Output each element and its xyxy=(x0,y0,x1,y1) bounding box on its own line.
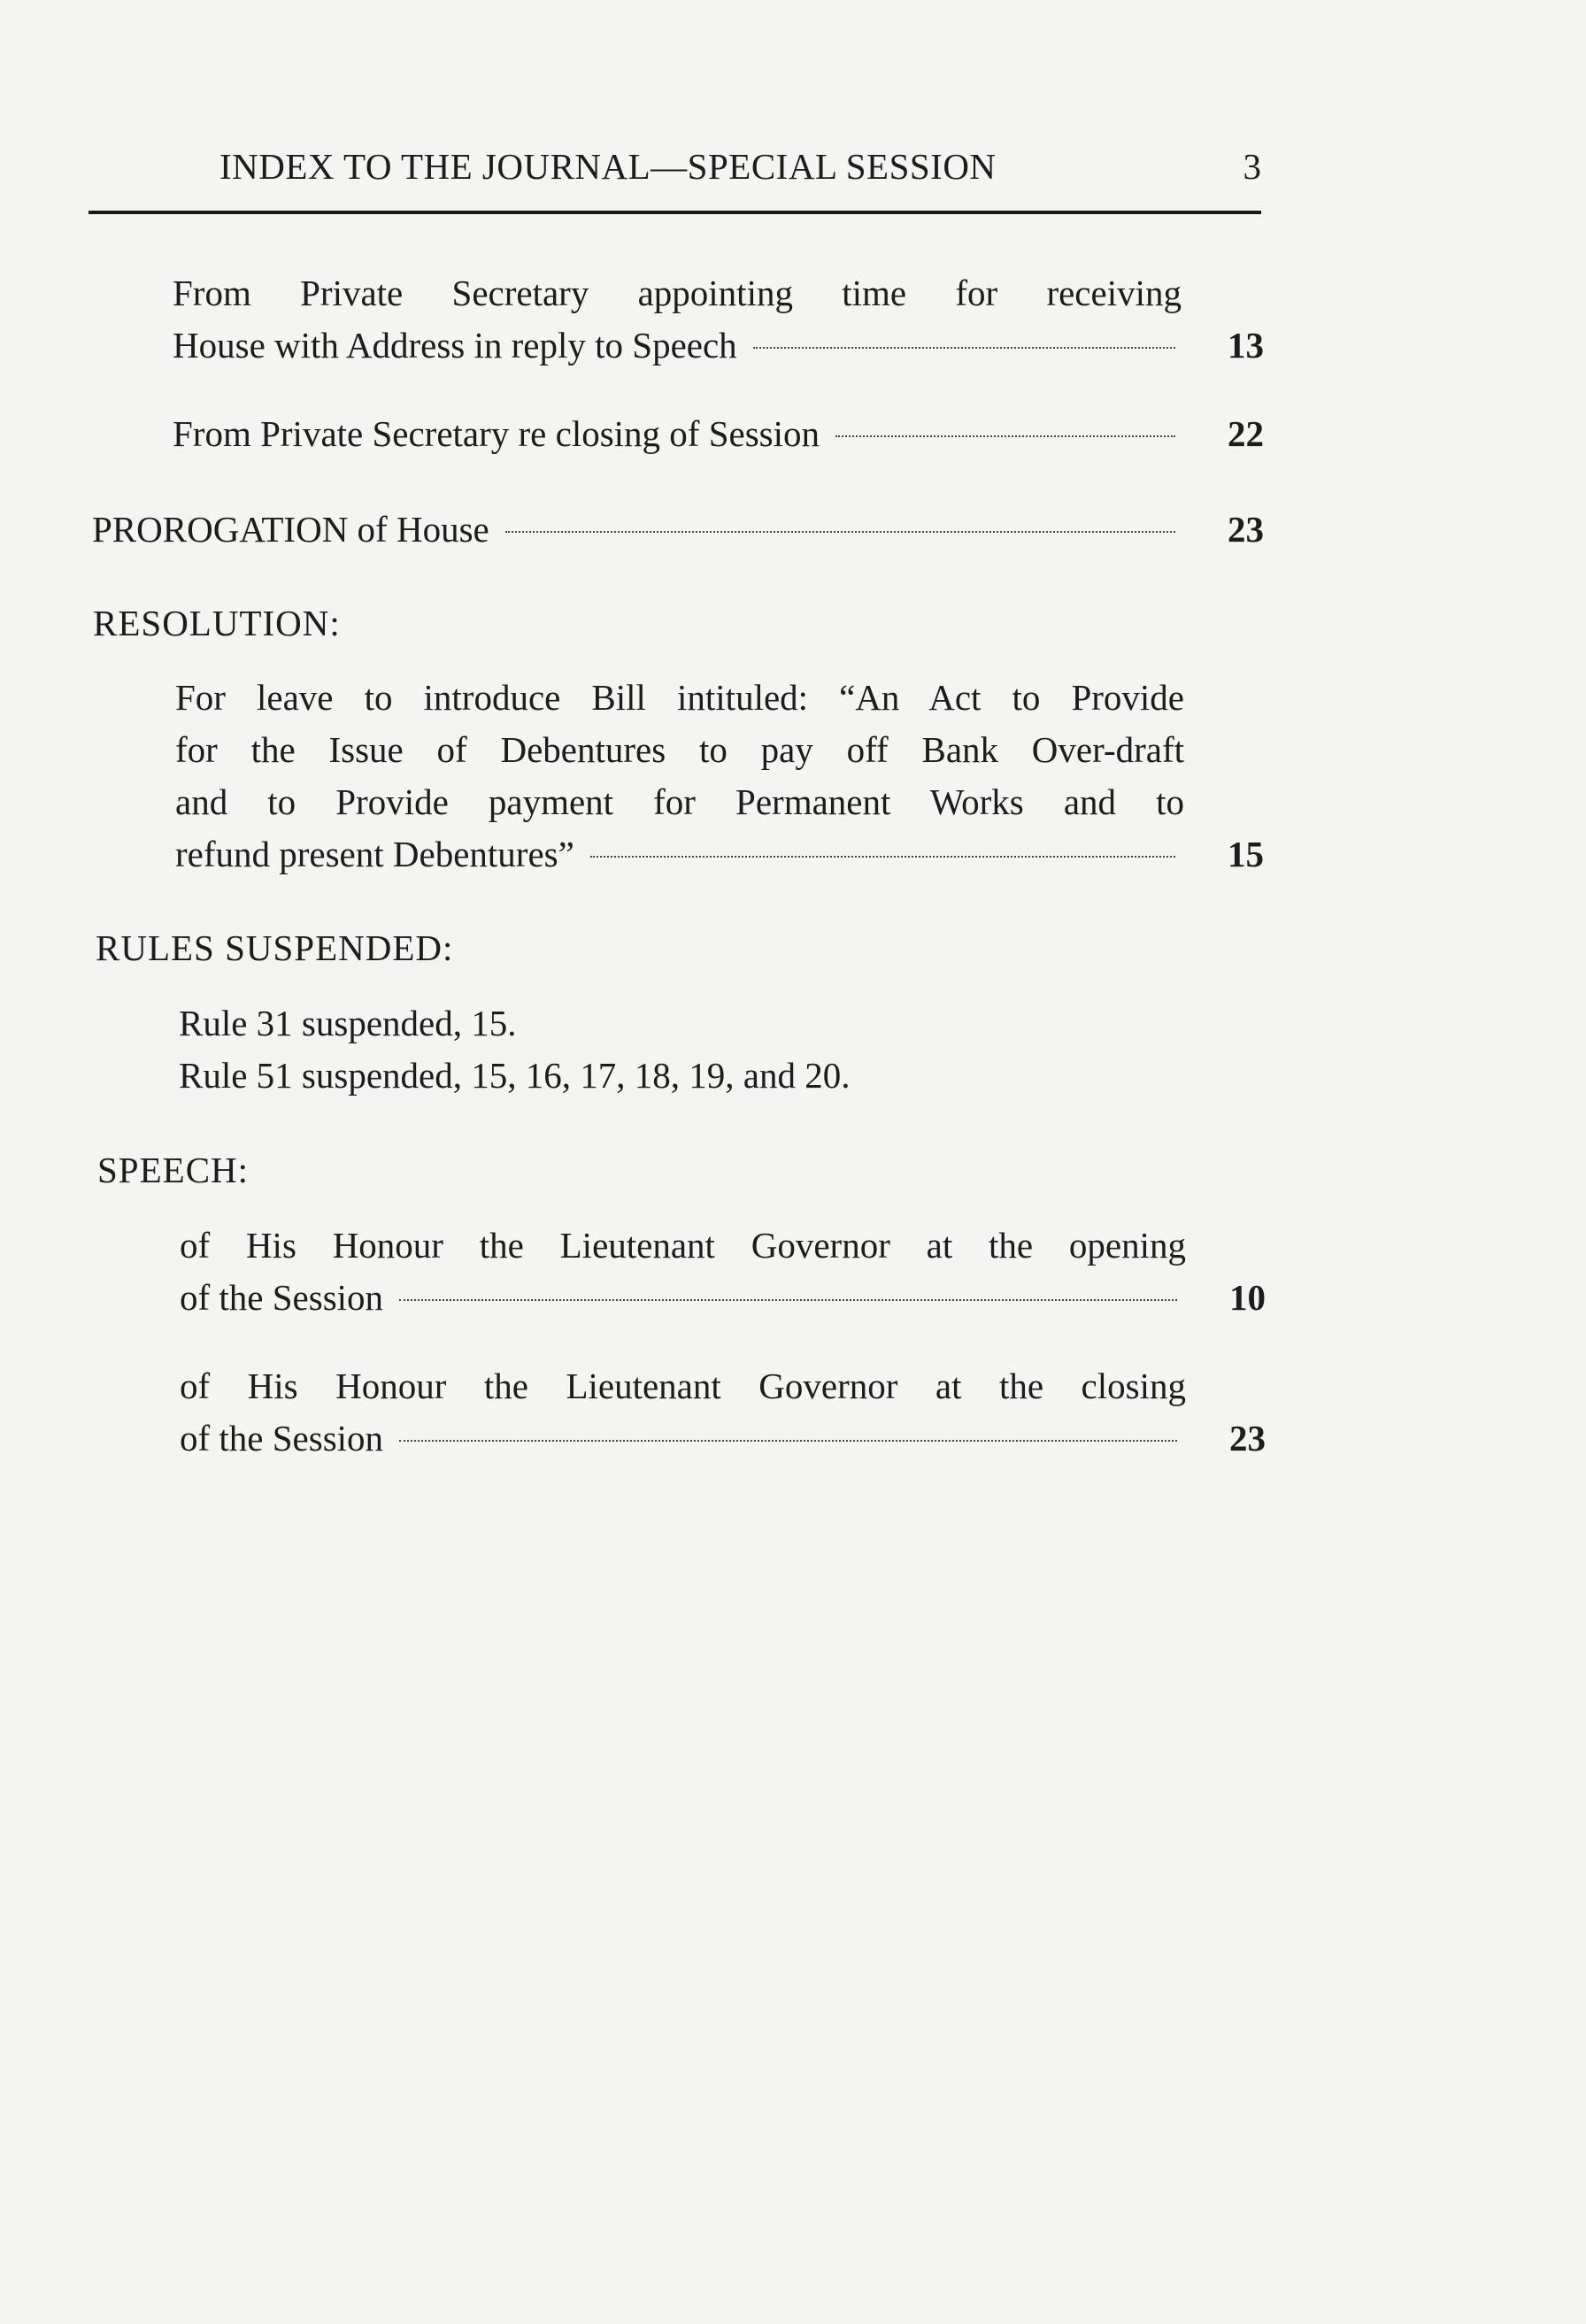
header-title: INDEX TO THE JOURNAL—SPECIAL SESSION xyxy=(219,146,997,187)
entry-line: PROROGATION of House xyxy=(92,509,489,550)
entry-line: and to Provide payment for Permanent Works and to xyxy=(175,781,1184,822)
page-reference: 10 xyxy=(1229,1277,1266,1318)
entry-line: From Private Secretary appointing time for receiving xyxy=(173,273,1182,313)
dot-leader xyxy=(590,855,1175,858)
index-entry-resolution xyxy=(175,672,1264,881)
page-reference: 13 xyxy=(1228,325,1264,366)
page-header xyxy=(89,142,1261,214)
entry-line-with-page xyxy=(180,1412,1266,1465)
section-heading-rules-suspended: RULES SUSPENDED: xyxy=(96,927,454,968)
entry-line-with-page xyxy=(92,504,1264,556)
page-reference: 23 xyxy=(1228,509,1264,550)
index-entry-prorogation xyxy=(92,504,1264,556)
header-page-number: 3 xyxy=(1243,146,1261,187)
dot-leader xyxy=(505,530,1175,533)
index-entry-closing-session xyxy=(173,408,1264,460)
page-reference: 15 xyxy=(1228,834,1264,874)
section-heading-resolution: RESOLUTION: xyxy=(93,603,341,643)
dot-leader xyxy=(399,1298,1177,1301)
entry-line: refund present Debentures” xyxy=(175,834,574,874)
entry-line: House with Address in reply to Speech xyxy=(173,325,737,366)
index-entry-speech-closing xyxy=(180,1360,1266,1465)
dot-leader xyxy=(399,1439,1177,1442)
index-entry-receiving-house xyxy=(173,267,1264,372)
dot-leader xyxy=(835,435,1175,437)
rule-51-entry: Rule 51 suspended, 15, 16, 17, 18, 19, and 20. xyxy=(179,1055,851,1096)
entry-line-with-page xyxy=(173,319,1264,372)
rule-31-entry: Rule 31 suspended, 15. xyxy=(179,1003,517,1043)
section-heading-speech: SPEECH: xyxy=(97,1150,250,1190)
entry-line-with-page xyxy=(175,828,1264,881)
page-reference: 23 xyxy=(1229,1418,1266,1458)
page-reference: 22 xyxy=(1228,413,1264,454)
entry-line: of His Honour the Lieutenant Governor at the closing xyxy=(180,1366,1186,1406)
entry-line: From Private Secretary re closing of Session xyxy=(173,413,820,454)
dot-leader xyxy=(753,346,1175,349)
entry-line: of the Session xyxy=(180,1418,384,1458)
entry-line: For leave to introduce Bill intituled: “An Act to Provide xyxy=(175,677,1184,718)
index-entry-speech-opening xyxy=(180,1220,1266,1324)
entry-line: of His Honour the Lieutenant Governor at the opening xyxy=(180,1225,1186,1266)
entry-line: for the Issue of Debentures to pay off Bank Over-draft xyxy=(175,729,1184,770)
entry-line-with-page xyxy=(173,408,1264,460)
entry-line-with-page xyxy=(180,1272,1266,1324)
entry-line: of the Session xyxy=(180,1277,384,1318)
